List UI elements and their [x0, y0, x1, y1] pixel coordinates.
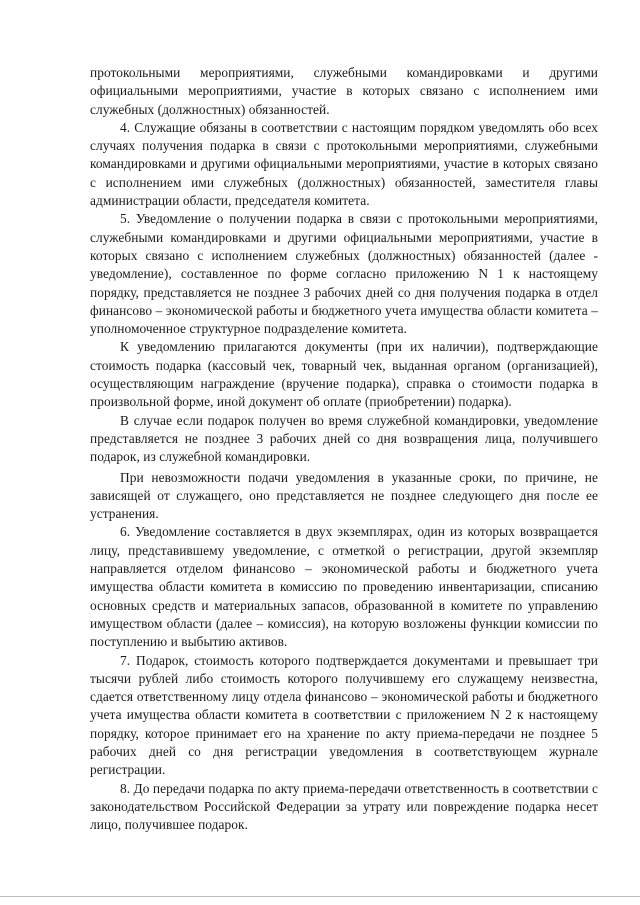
- paragraph-5: 5. Уведомление о получении подарка в связи с протокольными мероприятиями, служебными командировками и другими официальными мероприятиями, участие в которых связано с исполнением служебных (должностных) обязанностей (далее - уведомление), составленное по форме согласно приложению N 1 к настоящему порядку, представляется не позднее 3 рабочих дней со дня получения подарка в отдел финансово – экономической работы и бюджетного учета имущества области комитета – уполномоченное структурное подразделение комитета.: [90, 211, 598, 337]
- paragraph-8: 8. До передачи подарка по акту приема-передачи ответственность в соответствии с законодательством Российской Федерации за утрату или повреждение подарка несет лицо, получившее подарок.: [90, 780, 598, 833]
- paragraph-7: 7. Подарок, стоимость которого подтверждается документами и превышает три тысячи рублей либо стоимость которого получившему его служащему неизвестна, сдается ответственному лицу отдела финансово – экономической работы и бюджетного учета имущества области комитета в соответствии с приложением N 2 к настоящему порядку, которое принимает его на хранение по акту приема-передачи не позднее 5 рабочих дней со дня регистрации уведомления в соответствующем журнале регистрации.: [90, 652, 598, 778]
- paragraph-5-attachments: К уведомлению прилагаются документы (при их наличии), подтверждающие стоимость подарка (кассовый чек, товарный чек, выданная органом (организацией), осуществляющим награждение (вручение подарка), справка о стоимости подарка в произвольной форме, иной документ об оплате (приобретении) подарка).: [90, 339, 598, 410]
- paragraph-6: 6. Уведомление составляется в двух экземплярах, один из которых возвращается лицу, представившему уведомление, с отметкой о регистрации, другой экземпляр направляется отделом финансово – экономической работы и бюджетного учета имущества области комитета в комиссию по проведению инвентаризации, списанию основных средств и материальных запасов, образованной в комитете по управлению имуществом области (далее – комиссия), на которую возложены функции комиссии по поступлению и выбытию активов.: [90, 524, 598, 650]
- page-bottom-rule: [0, 896, 640, 897]
- paragraph-4: 4. Служащие обязаны в соответствии с настоящим порядком уведомлять обо всех случаях получения подарка в связи с протокольными мероприятиями, служебными командировками и другими официальными мероприятиями, участие в которых связано с исполнением ими служебных (должностных) обязанностей, заместителя главы администрации области, председателя комитета.: [90, 119, 598, 209]
- paragraph-continuation: протокольными мероприятиями, служебными командировками и другими официальными мероприятиями, участие в которых связано с исполнением ими служебных (должностных) обязанностей.: [90, 65, 598, 117]
- document-page: [90, 64, 598, 834]
- paragraph-5-business-trip: В случае если подарок получен во время служебной командировки, уведомление представляется не позднее 3 рабочих дней со дня возвращения лица, получившего подарок, из служебной командировки.: [90, 412, 598, 465]
- paragraph-5-impossibility: При невозможности подачи уведомления в указанные сроки, по причине, не зависящей от служащего, оно представляется не позднее следующего дня после ее устранения.: [90, 469, 598, 522]
